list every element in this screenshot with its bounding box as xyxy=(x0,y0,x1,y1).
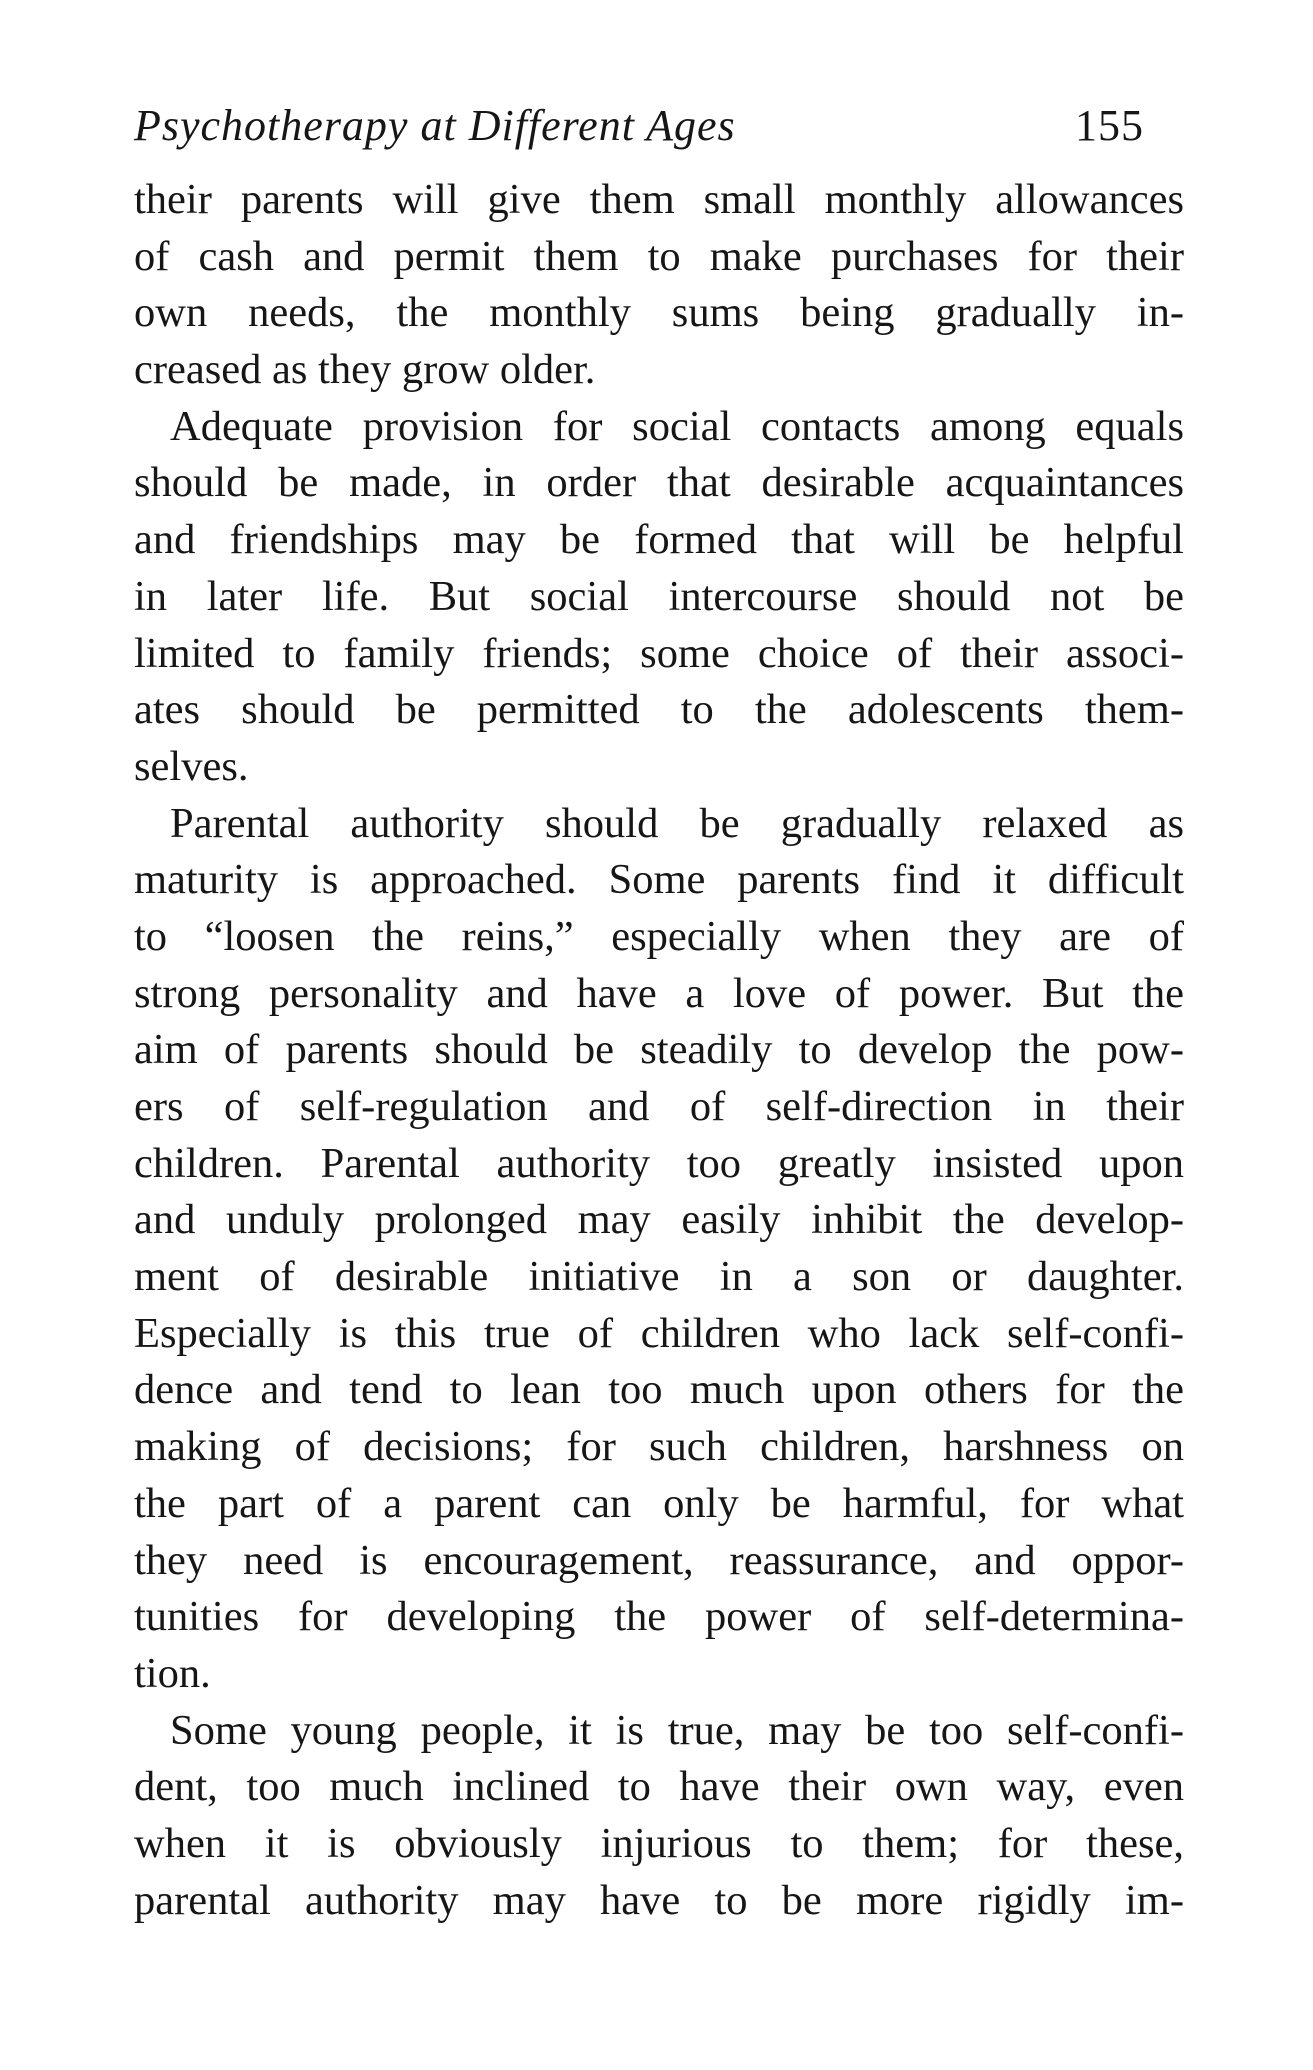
text-line: parental authority may have to be more rigidly im- xyxy=(134,1876,1184,1924)
text-line: in later life. But social intercourse should not be xyxy=(134,572,1184,620)
text-line: Especially is this true of children who lack self-confi- xyxy=(134,1309,1184,1357)
text-line: tunities for developing the power of self-determina- xyxy=(134,1593,1184,1641)
text-line: Some young people, it is true, may be too self-confi- xyxy=(170,1706,1184,1754)
text-line: when it is obviously injurious to them; for these, xyxy=(134,1819,1184,1867)
running-title: Psychotherapy at Different Ages xyxy=(134,101,736,150)
text-line: tion. xyxy=(134,1649,211,1697)
text-line: should be made, in order that desirable acquaintances xyxy=(134,459,1184,507)
text-line: they need is encouragement, reassurance, and oppor- xyxy=(134,1536,1184,1584)
text-line: aim of parents should be steadily to develop the pow- xyxy=(134,1026,1184,1074)
text-line: own needs, the monthly sums being gradually in- xyxy=(134,289,1184,337)
text-line: their parents will give them small monthly allowances xyxy=(134,176,1184,223)
text-line: strong personality and have a love of power. But the xyxy=(134,969,1184,1017)
text-line: dence and tend to lean too much upon others for the xyxy=(134,1366,1184,1414)
text-line: the part of a parent can only be harmful, for what xyxy=(134,1479,1184,1527)
text-line: ment of desirable initiative in a son or daughter. xyxy=(134,1253,1184,1301)
text-line: and friendships may be formed that will be helpful xyxy=(134,516,1184,564)
text-line: maturity is approached. Some parents find it difficult xyxy=(134,856,1184,904)
text-line: of cash and permit them to make purchases for their xyxy=(134,232,1184,280)
body-text xyxy=(134,172,1184,1929)
page-number: 155 xyxy=(1075,101,1144,150)
text-line: making of decisions; for such children, harshness on xyxy=(134,1423,1184,1471)
paragraph xyxy=(134,796,1184,1703)
text-line: children. Parental authority too greatly insisted upon xyxy=(134,1139,1184,1187)
text-line: ates should be permitted to the adolescents them- xyxy=(134,686,1184,734)
text-line: and unduly prolonged may easily inhibit the develop- xyxy=(134,1196,1184,1244)
running-head xyxy=(134,100,1144,170)
text-line: Parental authority should be gradually relaxed as xyxy=(170,799,1184,847)
text-line: creased as they grow older. xyxy=(134,346,596,394)
text-line: dent, too much inclined to have their own way, even xyxy=(134,1763,1184,1811)
paragraph xyxy=(134,1703,1184,1930)
paragraph xyxy=(134,172,1184,399)
paragraph xyxy=(134,399,1184,796)
text-line: Adequate provision for social contacts among equals xyxy=(170,402,1184,450)
text-line: to “loosen the reins,” especially when they are of xyxy=(134,912,1184,960)
text-line: limited to family friends; some choice of their associ- xyxy=(134,629,1184,677)
text-line: ers of self-regulation and of self-direction in their xyxy=(134,1083,1184,1130)
text-line: selves. xyxy=(134,742,249,790)
